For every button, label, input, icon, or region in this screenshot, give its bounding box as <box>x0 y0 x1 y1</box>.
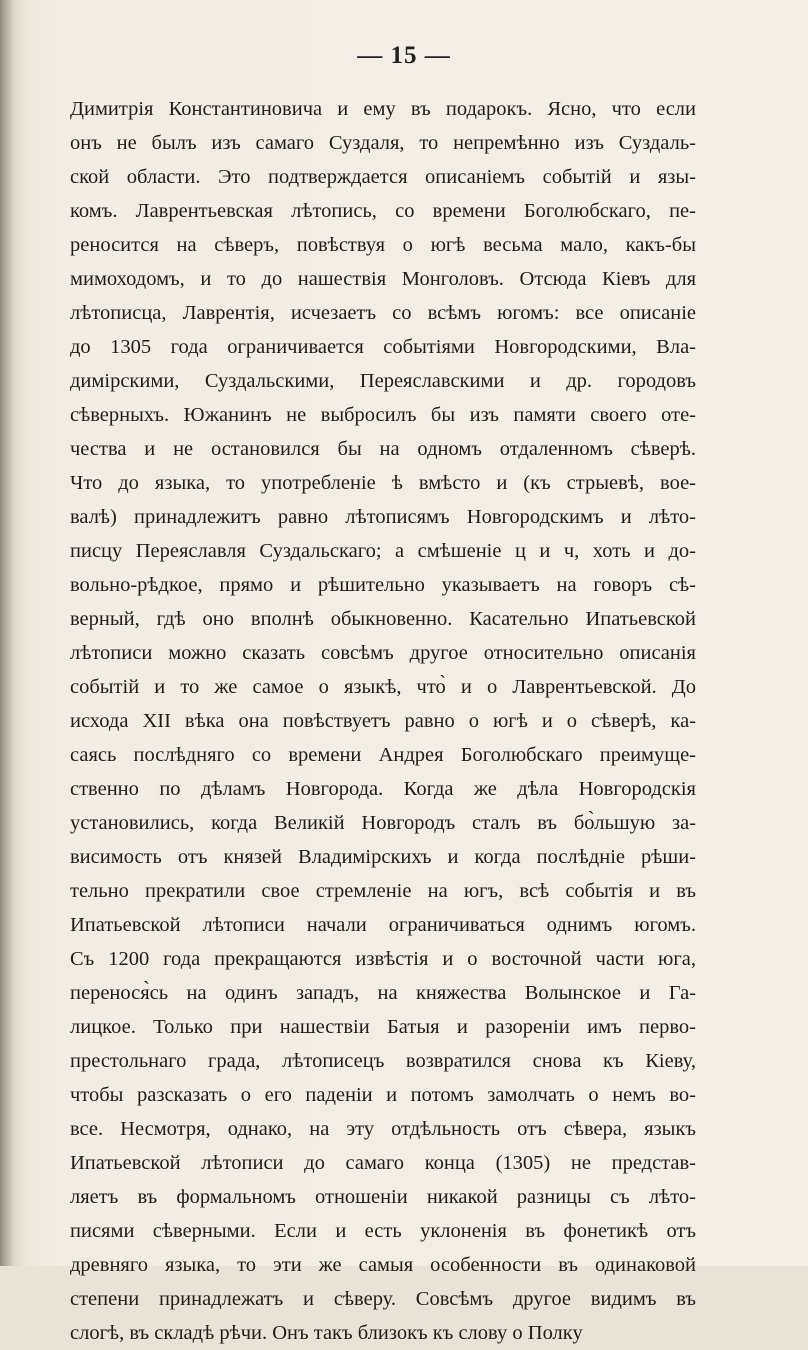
text-line: слогѣ, въ складѣ рѣчи. Онъ такъ близокъ къ слову о Полку <box>70 1322 583 1344</box>
text-line: Съ 1200 года прекращаются извѣстія и о восточной части юга, <box>70 948 696 970</box>
text-line: степени принадлежатъ и сѣверу. Совсѣмъ другое видимъ въ <box>70 1288 696 1310</box>
text-line: Димитрія Константиновича и ему въ подарокъ. Ясно, что если <box>70 98 696 120</box>
text-line: перенося̀сь на одинъ западъ, на княжества Волынское и Га- <box>70 982 696 1004</box>
book-spine-shadow <box>0 0 14 1266</box>
text-line: событій и то же самое о языкѣ, что̀ и о Лаврентьевской. До <box>70 676 696 698</box>
text-line: саясь послѣдняго со времени Андрея Боголюбскаго преимуще- <box>70 744 696 766</box>
text-line: лѣтописца, Лаврентія, исчезаетъ со всѣмъ югомъ: все описаніе <box>70 302 696 324</box>
text-line: Что до языка, то употребленіе ѣ вмѣсто и (къ стрыевѣ, вое- <box>70 472 696 494</box>
text-line: онъ не былъ изъ самаго Суздаля, то непремѣнно изъ Суздаль- <box>70 132 696 154</box>
text-line: чества и не остановился бы на одномъ отдаленномъ сѣверѣ. <box>70 438 696 460</box>
text-line: висимость отъ князей Владимірскихъ и когда послѣдніе рѣши- <box>70 846 696 868</box>
text-line: лѣтописи можно сказать совсѣмъ другое относительно описанія <box>70 642 696 664</box>
text-line: чтобы разсказать о его паденіи и потомъ замолчать о немъ во- <box>70 1084 696 1106</box>
text-line: престольнаго града, лѣтописецъ возвратился снова къ Кіеву, <box>70 1050 696 1072</box>
text-line: верный, гдѣ оно вполнѣ обыкновенно. Касательно Ипатьевской <box>70 608 696 630</box>
text-line: исхода XII вѣка она повѣствуетъ равно о югѣ и о сѣверѣ, ка- <box>70 710 696 732</box>
text-line: все. Несмотря, однако, на эту отдѣльность отъ сѣвера, языкъ <box>70 1118 696 1140</box>
text-line: валѣ) принадлежитъ равно лѣтописямъ Новгородскимъ и лѣто- <box>70 506 696 528</box>
page-number: — 15 — <box>357 42 451 69</box>
text-line: димірскими, Суздальскими, Переяславскими и др. городовъ <box>70 370 696 392</box>
text-line: установились, когда Великій Новгородъ сталъ въ бо̀льшую за- <box>70 812 696 834</box>
text-line: Ипатьевской лѣтописи до самаго конца (1305) не представ- <box>70 1152 696 1174</box>
text-line: ляетъ въ формальномъ отношеніи никакой разницы съ лѣто- <box>70 1186 696 1208</box>
body-text <box>70 92 696 1350</box>
text-line: до 1305 года ограничивается событіями Новгородскими, Вла- <box>70 336 696 358</box>
text-line: ской области. Это подтверждается описаніемъ событій и язы- <box>70 166 696 188</box>
text-line: комъ. Лаврентьевская лѣтопись, со времени Боголюбскаго, пе- <box>70 200 696 222</box>
text-line: реносится на сѣверъ, повѣствуя о югѣ весьма мало, какъ-бы <box>70 234 696 256</box>
text-line: писями сѣверными. Если и есть уклоненія въ фонетикѣ отъ <box>70 1220 696 1242</box>
text-line: тельно прекратили свое стремленіе на югъ, всѣ событія и въ <box>70 880 696 902</box>
text-line: мимоходомъ, и то до нашествія Монголовъ. Отсюда Кіевъ для <box>70 268 696 290</box>
text-line: писцу Переяславля Суздальскаго; а смѣшеніе ц и ч, хоть и до- <box>70 540 696 562</box>
text-line: лицкое. Только при нашествіи Батыя и разореніи имъ перво- <box>70 1016 696 1038</box>
text-line: Ипатьевской лѣтописи начали ограничиваться однимъ югомъ. <box>70 914 696 936</box>
text-line: сѣверныхъ. Южанинъ не выбросилъ бы изъ памяти своего оте- <box>70 404 696 426</box>
text-line: ственно по дѣламъ Новгорода. Когда же дѣла Новгородскія <box>70 778 696 800</box>
text-line: древняго языка, то эти же самыя особенности въ одинаковой <box>70 1254 696 1276</box>
text-line: вольно-рѣдкое, прямо и рѣшительно указываетъ на говоръ сѣ- <box>70 574 696 596</box>
